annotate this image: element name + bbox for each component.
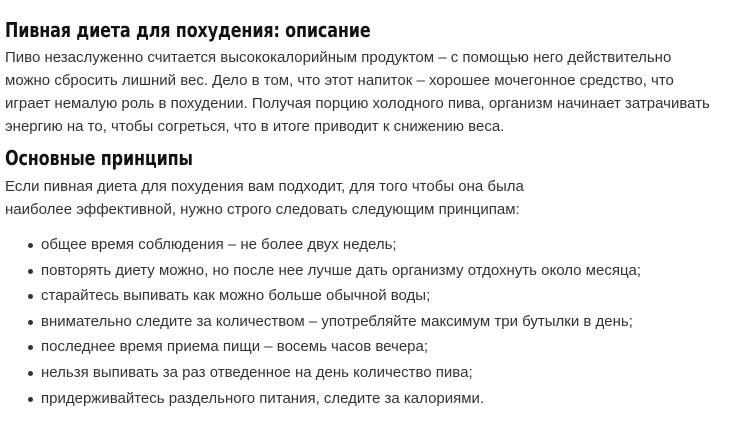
list-item-text: внимательно следите за количеством – употребляйте максимум три бутылки в день; [41,312,633,330]
bullet-icon [28,397,33,402]
bullet-icon [28,345,33,350]
bullet-icon [28,371,33,376]
bullet-icon [28,243,33,248]
bullet-icon [28,294,33,299]
list-item [5,232,732,258]
bullet-icon [28,269,33,274]
section-heading-principles: Основные принципы [5,146,193,170]
list-item [5,334,732,360]
principles-intro-paragraph: Если пивная диета для похудения вам подходит, для того чтобы она была наиболее эффективной, нужно строго следовать следующим принципам: [5,178,524,218]
list-item [5,360,732,386]
intro-paragraph: Пиво незаслуженно считается высококалорийным продуктом – с помощью него действительно можно сбросить лишний вес. Дело в том, что этот напиток – хорошее мочегонное средство, что играет немалую роль в похудении. Получая порцию холодного пива, организм начинает затрачивать энергию на то, чтобы согреться, что в итоге приводит к снижению веса. [5,49,710,135]
bullet-icon [28,320,33,325]
list-item-text: общее время соблюдения – не более двух недель; [41,236,397,253]
list-item [5,309,732,335]
section-heading-description: Пивная диета для похудения: описание [5,18,371,42]
list-item [5,386,732,412]
list-item-text: придерживайтесь раздельного питания, следите за калориями. [41,389,485,407]
principles-list [5,232,732,411]
list-item [5,258,732,284]
list-item-text: старайтесь выпивать как можно больше обычной воды; [41,287,431,305]
list-item [5,283,732,309]
list-item-text: нельзя выпивать за раз отведенное на день количество пива; [41,363,473,381]
list-item-text: повторять диету можно, но после нее лучше дать организму отдохнуть около месяца; [41,261,642,279]
list-item-text: последнее время приема пищи – восемь часов вечера; [41,338,429,356]
